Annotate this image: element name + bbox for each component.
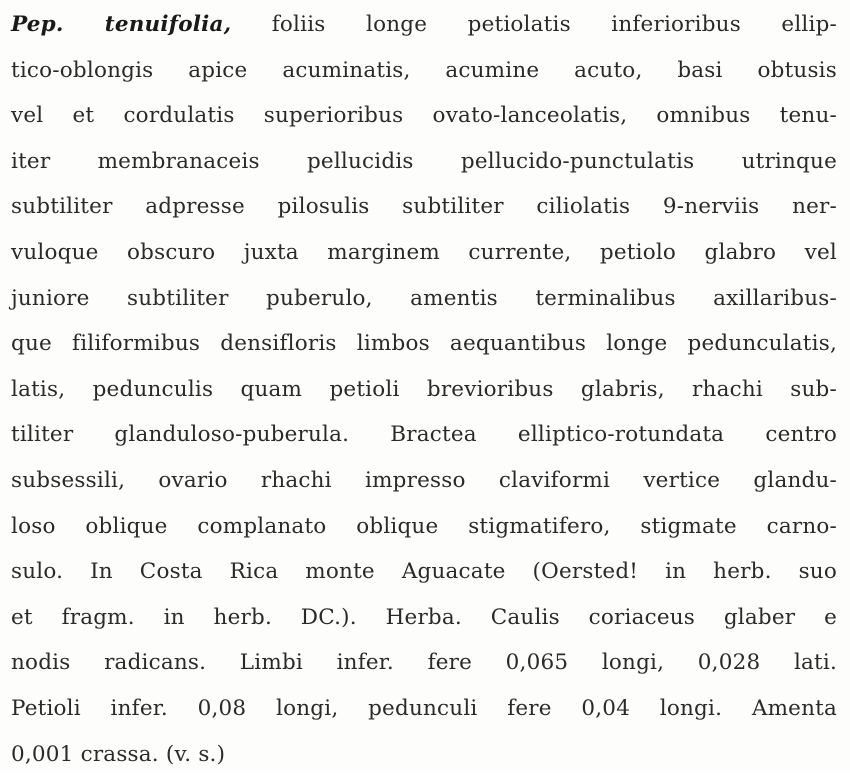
- text-line: nodis radicans. Limbi infer. fere 0,065 longi, 0,028 lati.: [11, 640, 837, 686]
- text-line: loso oblique complanato oblique stigmatifero, stigmate carno-: [11, 504, 837, 550]
- text-line: juniore subtiliter puberulo, amentis terminalibus axillaribus-: [11, 276, 837, 322]
- text-line: tiliter glanduloso-puberula. Bractea elliptico-rotundata centro: [11, 412, 837, 458]
- text-line: sulo. In Costa Rica monte Aguacate (Oersted! in herb. suo: [11, 549, 837, 595]
- text-line: subtiliter adpresse pilosulis subtiliter ciliolatis 9-nerviis ner-: [11, 184, 837, 230]
- text-line: que filiformibus densifloris limbos aequantibus longe pedunculatis,: [11, 321, 837, 367]
- species-name: Pep. tenuifolia,: [11, 12, 231, 37]
- species-description: [11, 2, 837, 777]
- text-line: vuloque obscuro juxta marginem currente, petiolo glabro vel: [11, 230, 837, 276]
- first-line-text: foliis longe petiolatis inferioribus ellip-: [231, 12, 837, 37]
- text-line: subsessili, ovario rhachi impresso claviformi vertice glandu-: [11, 458, 837, 504]
- text-line: 0,001 crassa. (v. s.): [11, 732, 837, 777]
- text-line: Petioli infer. 0,08 longi, pedunculi fere 0,04 longi. Amenta: [11, 686, 837, 732]
- text-line: vel et cordulatis superioribus ovato-lanceolatis, omnibus tenu-: [11, 93, 837, 139]
- text-line: latis, pedunculis quam petioli brevioribus glabris, rhachi sub-: [11, 367, 837, 413]
- text-line: et fragm. in herb. DC.). Herba. Caulis coriaceus glaber e: [11, 595, 837, 641]
- text-line: iter membranaceis pellucidis pellucido-punctulatis utrinque: [11, 139, 837, 185]
- text-line: [11, 2, 837, 48]
- text-line: tico-oblongis apice acuminatis, acumine acuto, basi obtusis: [11, 48, 837, 94]
